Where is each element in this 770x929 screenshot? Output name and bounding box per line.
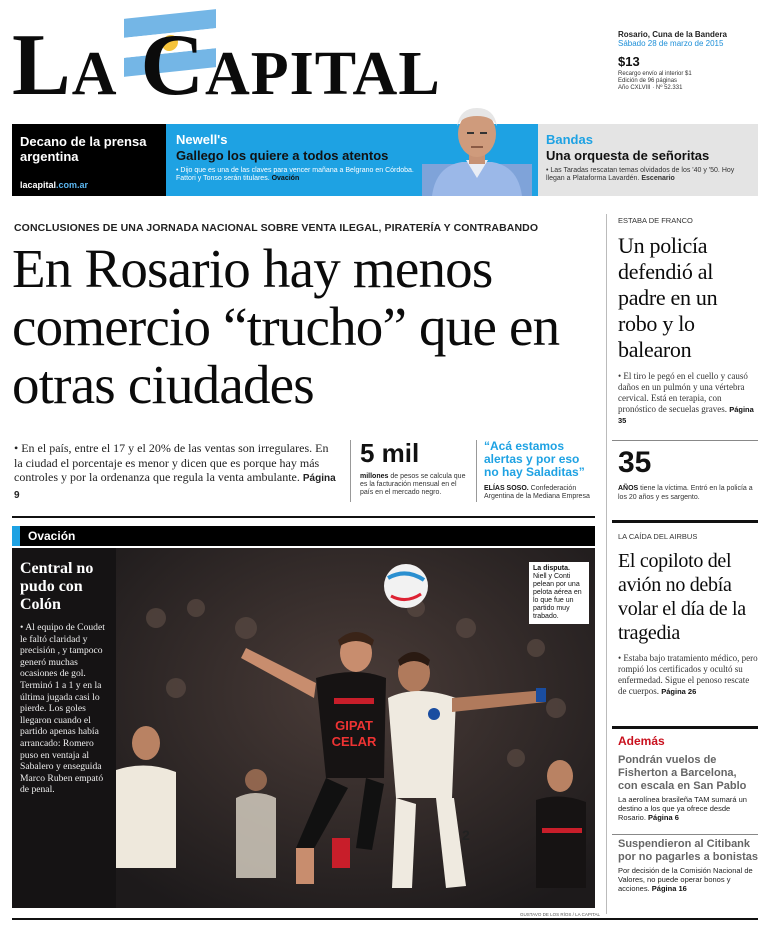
jersey-text: CELAR: [331, 734, 377, 749]
right-rule: [612, 520, 758, 523]
edition-surcharge: Recargo envío al interior $1: [618, 71, 692, 77]
newells-body: • Dijo que es una de las claves para vencer mañana a Belgrano en Córdoba. Fattori y Tonso serán titulares. Ovación: [176, 167, 414, 182]
quote-box: [484, 440, 594, 501]
citibank-body: Por decisión de la Comisión Nacional de Valores, no puede operar bonos y acciones. Página 16: [618, 866, 753, 893]
stat-caption: millones de pesos se calcula que es la facturación mensual en el país en el mercado negro.: [360, 473, 466, 496]
right-rule: [612, 440, 758, 441]
newspaper-logo: La Capital: [12, 17, 441, 114]
right-rule: [612, 834, 758, 835]
bottom-rule: [12, 918, 758, 920]
bandas-body: • Las Taradas rescatan temas olvidados de los '40 y '50. Hoy llegan a Plataforma Lavardén. Escenario: [546, 167, 735, 182]
quote-text: “Acá estamos alertas y por eso no hay Saladitas”: [484, 439, 585, 479]
edition-city: Rosario, Cuna de la Bandera: [618, 30, 727, 39]
ovacion-label: Ovación: [28, 529, 76, 543]
story-vuelos[interactable]: [618, 754, 758, 822]
vuelos-body: La aerolínea brasileña TAM sumará un destino a los que ya ofrece desde Rosario. Página 6: [618, 795, 747, 822]
story-citibank[interactable]: [618, 838, 758, 893]
divider: [350, 440, 351, 502]
quote-author: ELÍAS SOSO. Confederación Argentina de la Mediana Empresa: [484, 485, 590, 500]
top-banner: [12, 124, 758, 196]
airbus-section: LA CAÍDA DEL AIRBUS: [618, 532, 698, 541]
policia-section: ESTABA DE FRANCO: [618, 216, 693, 225]
right-rule: [612, 726, 758, 729]
edition-pages: Edición de 96 páginas: [618, 78, 678, 84]
photo-credit: GUSTAVO DE LOS RÍOS / LA CAPITAL: [520, 912, 601, 917]
main-page-ref: Página 9: [14, 473, 336, 501]
edition-date: Sábado 28 de marzo de 2015: [618, 39, 724, 48]
vuelos-headline: Pondrán vuelos de Fisherton a Barcelona, con escala en San Pablo: [618, 754, 747, 792]
svg-text:2: 2: [462, 827, 470, 843]
jersey-text: GIPAT: [335, 718, 373, 733]
ovacion-box[interactable]: [12, 548, 595, 908]
main-body: • En el país, entre el 17 y el 20% de las ventas son irregulares. En la ciudad el porcentaje es menor y dicen que es porque hay más controles y por la ordenanza que regula la venta ambulante. Página 9: [14, 441, 336, 501]
decano-box: [12, 124, 166, 196]
airbus-headline: El copiloto del avión no debía volar el día de la tragedia: [618, 550, 746, 644]
policia-body: • El tiro le pegó en el cuello y causó daños en un pulmón y una vértebra cervical. Está en terapia, con pronóstico de secuelas graves. Página 35: [618, 371, 754, 425]
masthead: [12, 17, 602, 114]
ovacion-headline: Central no pudo con Colón: [20, 560, 94, 613]
photo-caption: La disputa. Niell y Conti pelean por una pelota aérea en lo que fue un partido muy trabado.: [529, 562, 589, 624]
edition-number: Año CXLVIII · Nº 52.331: [618, 85, 683, 91]
edition-price: $13: [618, 54, 640, 69]
edition-info: [618, 30, 763, 92]
ademas-label: Además: [618, 734, 665, 748]
story-policia[interactable]: [618, 216, 758, 426]
stat-number: 5 mil: [360, 438, 420, 468]
policia-headline: Un policía defendió al padre en un robo y lo balearon: [618, 233, 718, 362]
main-headline[interactable]: En Rosario hay menos comercio “trucho” que en otras ciudades: [12, 238, 560, 415]
site-url-link[interactable]: lacapital.com.ar: [20, 180, 89, 190]
bandas-headline: Una orquesta de señoritas: [546, 148, 710, 163]
football-match-photo: [116, 548, 595, 908]
newells-headline: Gallego los quiere a todos atentos: [176, 148, 389, 163]
section-rule: [12, 516, 595, 518]
decano-tagline: Decano de la prensa argentina: [20, 134, 147, 164]
bandas-section: Bandas: [546, 132, 593, 147]
big-number-caption: AÑOS tiene la víctima. Entró en la policía a los 20 años y es sargento.: [618, 485, 753, 501]
bandas-teaser[interactable]: [538, 124, 758, 196]
big-number: 35: [618, 446, 652, 479]
airbus-body: • Estaba bajo tratamiento médico, pero rompió los certificados y ocultó su enfermedad. Sigue el penoso rescate de cuerpos. Página 26: [618, 653, 758, 696]
story-airbus[interactable]: [618, 532, 758, 697]
citibank-headline: Suspendieron al Citibank por no pagarles a bonistas: [618, 838, 758, 863]
divider: [476, 440, 477, 502]
newells-teaser[interactable]: [166, 124, 538, 196]
stat-box: [360, 438, 470, 497]
ovacion-sidebar: [12, 548, 116, 908]
main-kicker: CONCLUSIONES DE UNA JORNADA NACIONAL SOBRE VENTA ILEGAL, PIRATERÍA Y CONTRABANDO: [14, 222, 539, 234]
newells-section: Newell's: [176, 132, 228, 147]
column-divider: [606, 214, 607, 914]
ovacion-body: • Al equipo de Coudet le faltó claridad y precisión , y tampoco generó muchas ocasiones de gol. Terminó 1 a 1 y en la última jugada casi lo pierde. Los goles llegaron cuando el partido apenas había arrancado: Romero puso en ventaja al Sabalero y enseguida Marco Ruben empató de penal.: [20, 622, 105, 796]
ovacion-bar: [12, 526, 595, 546]
coach-portrait-icon: [422, 100, 532, 196]
